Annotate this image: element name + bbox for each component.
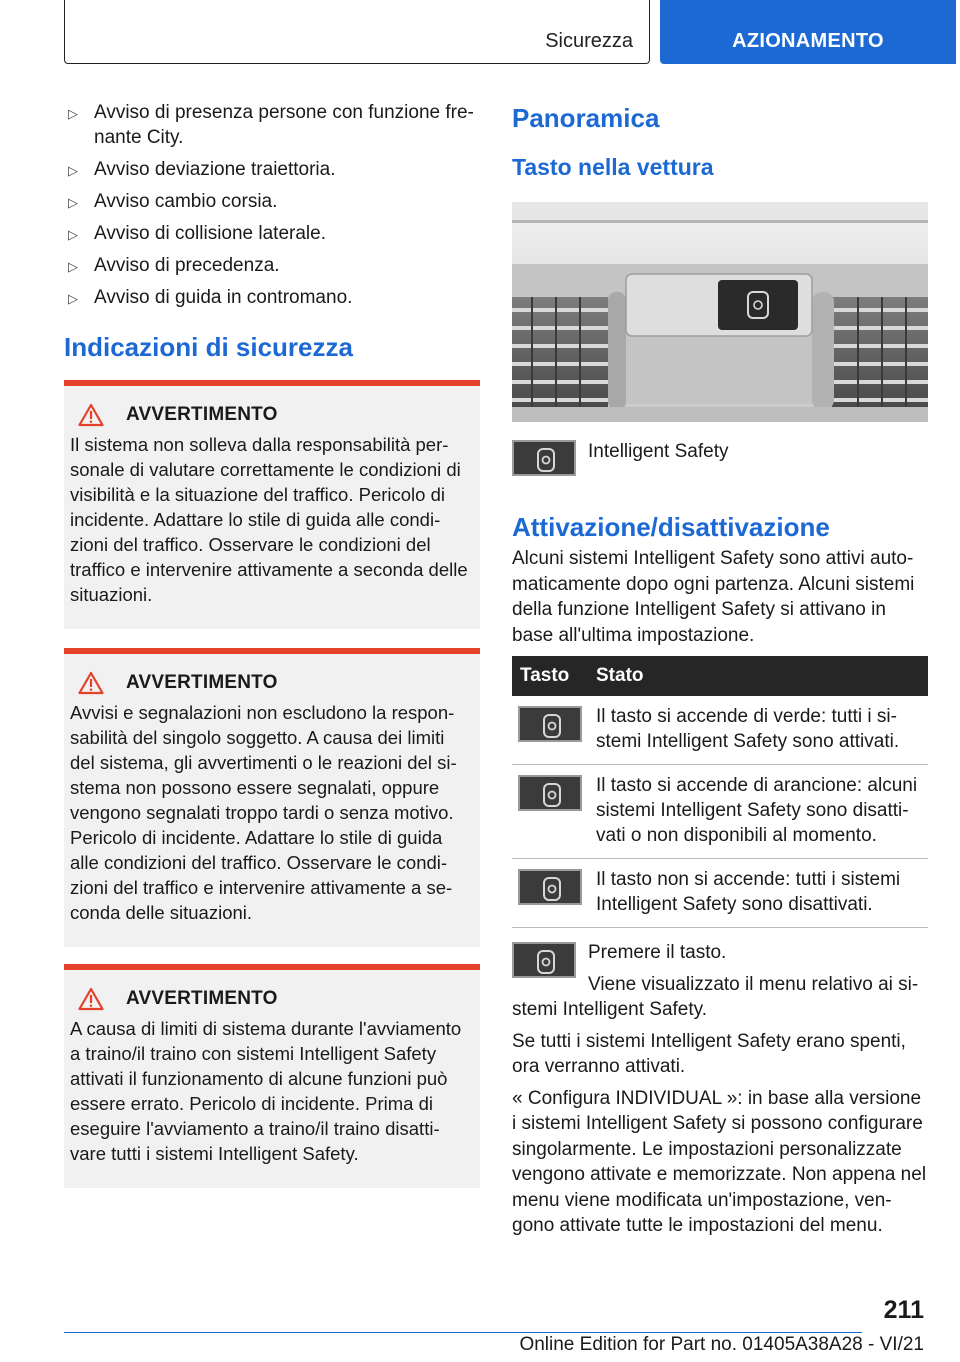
list-item: ▷ Avviso deviazione traiettoria. xyxy=(64,157,480,182)
list-item: ▷ Avviso di precedenza. xyxy=(64,253,480,278)
footer-divider xyxy=(64,1332,862,1333)
warning-box xyxy=(64,964,480,1188)
page-number: 211 xyxy=(883,1296,924,1324)
intelligent-safety-button-icon xyxy=(518,706,582,742)
warning-box xyxy=(64,380,480,629)
list-item: ▷ Avviso di guida in contromano. xyxy=(64,285,480,310)
warning-triangle-icon xyxy=(78,987,104,1011)
warning-text: Avvisi e segnalazioni non escludono la respon-sabilità del singolo soggetto. A causa dei limiti del sistema, gli avvertimenti o le reazioni del si-stema non possono essere segnalati, oppure vengono segnalati troppo tardi o senza motivo. Pericolo di incidente. Adattare lo stile di guida alle condizioni del traffico. Osservare le condi-zioni del traffico e intervenire attivamente a se-conda delle situazioni. xyxy=(70,702,457,923)
intelligent-safety-button-icon xyxy=(512,440,576,476)
table-row xyxy=(512,765,928,859)
menu-text: Viene visualizzato il menu relativo ai si-stemi Intelligent Safety. xyxy=(512,973,919,1020)
warning-title: AVVERTIMENTO xyxy=(126,988,278,1009)
feature-list xyxy=(64,100,480,310)
table-header-button: Tasto xyxy=(512,656,588,696)
table-row xyxy=(512,696,928,765)
bullet-triangle-icon: ▷ xyxy=(68,291,78,306)
intelligent-safety-button-icon xyxy=(518,775,582,811)
table-cell-state: Il tasto si accende di verde: tutti i si-stemi Intelligent Safety sono attivati. xyxy=(588,696,928,765)
paragraph-systems-off: Se tutti i sistemi Intelligent Safety erano spenti, ora verranno attivati. xyxy=(512,1030,906,1077)
edition-footer: Online Edition for Part no. 01405A38A28 - VI/21 xyxy=(519,1334,924,1355)
warning-title: AVVERTIMENTO xyxy=(126,672,278,693)
table-header-state: Stato xyxy=(588,656,928,696)
list-item: ▷ Avviso cambio corsia. xyxy=(64,189,480,214)
bullet-triangle-icon: ▷ xyxy=(68,195,78,210)
press-instructions xyxy=(512,940,928,1239)
dashboard-button-photo xyxy=(512,202,928,422)
button-caption-row xyxy=(512,440,728,476)
activation-section xyxy=(512,510,928,648)
warning-triangle-icon xyxy=(78,671,104,695)
header-chapter-label: AZIONAMENTO xyxy=(732,30,884,52)
list-item: ▷ Avviso di collisione laterale. xyxy=(64,221,480,246)
bullet-triangle-icon: ▷ xyxy=(68,163,78,178)
table-row xyxy=(512,859,928,928)
warning-box xyxy=(64,648,480,947)
left-column xyxy=(64,100,480,363)
intelligent-safety-button-icon xyxy=(518,869,582,905)
activation-text: Alcuni sistemi Intelligent Safety sono attivi auto-maticamente dopo ogni partenza. Alcuni sistemi della funzione Intelligent Safety si attivano in base all'ultima impostazione. xyxy=(512,548,915,646)
list-item: ▷ Avviso di presenza persone con funzione fre- nante City. xyxy=(68,102,474,148)
dashboard-photo-illustration xyxy=(512,202,928,422)
header-section-label: Sicurezza xyxy=(545,30,633,52)
bullet-triangle-icon: ▷ xyxy=(68,106,78,121)
paragraph-configure-individual: « Configura INDIVIDUAL »: in base alla versione i sistemi Intelligent Safety si possono configurare singolarmente. Le impostazioni personalizzate vengono attivate e memorizzate. Non appena nel menu viene modificata un'impostazione, ven-gono attivate tutte le impostazioni del menu. xyxy=(512,1087,927,1236)
button-states-table xyxy=(512,656,928,928)
overview-heading: Panoramica xyxy=(512,103,660,133)
warning-triangle-icon xyxy=(78,403,104,427)
intelligent-safety-button-icon xyxy=(512,942,576,978)
activation-heading: Attivazione/disattivazione xyxy=(512,512,830,542)
table-cell-state: Il tasto non si accende: tutti i sistemi Intelligent Safety sono disattivati. xyxy=(588,859,928,928)
warning-text: Il sistema non solleva dalla responsabilità per-sonale di valutare correttamente le condizioni di visibilità e la situazione del traffico. Pericolo di incidente. Adattare lo stile di guida alle condi-zioni del traffico. Osservare le condizioni del traffico e intervenire attivamente a seconda delle situazioni. xyxy=(70,434,468,605)
table-cell-state: Il tasto si accende di arancione: alcuni sistemi Intelligent Safety sono disatti-vati o non disponibili al momento. xyxy=(588,765,928,859)
warning-title: AVVERTIMENTO xyxy=(126,404,278,425)
header-section-tab xyxy=(64,0,650,64)
header-chapter-tab xyxy=(660,0,956,64)
press-text: Premere il tasto. xyxy=(588,942,727,963)
bullet-triangle-icon: ▷ xyxy=(68,259,78,274)
warning-text: A causa di limiti di sistema durante l'avviamento a traino/il traino con sistemi Intelligent Safety attivati il funzionamento di alcune funzioni può essere errato. Pericolo di incidente. Prima di eseguire l'avviamento a traino/il traino disatti-vare tutti i sistemi Intelligent Safety. xyxy=(70,1018,462,1164)
right-column xyxy=(512,100,928,181)
button-heading: Tasto nella vettura xyxy=(512,154,714,180)
safety-heading: Indicazioni di sicurezza xyxy=(64,332,353,362)
button-caption-label: Intelligent Safety xyxy=(588,441,729,462)
bullet-triangle-icon: ▷ xyxy=(68,227,78,242)
